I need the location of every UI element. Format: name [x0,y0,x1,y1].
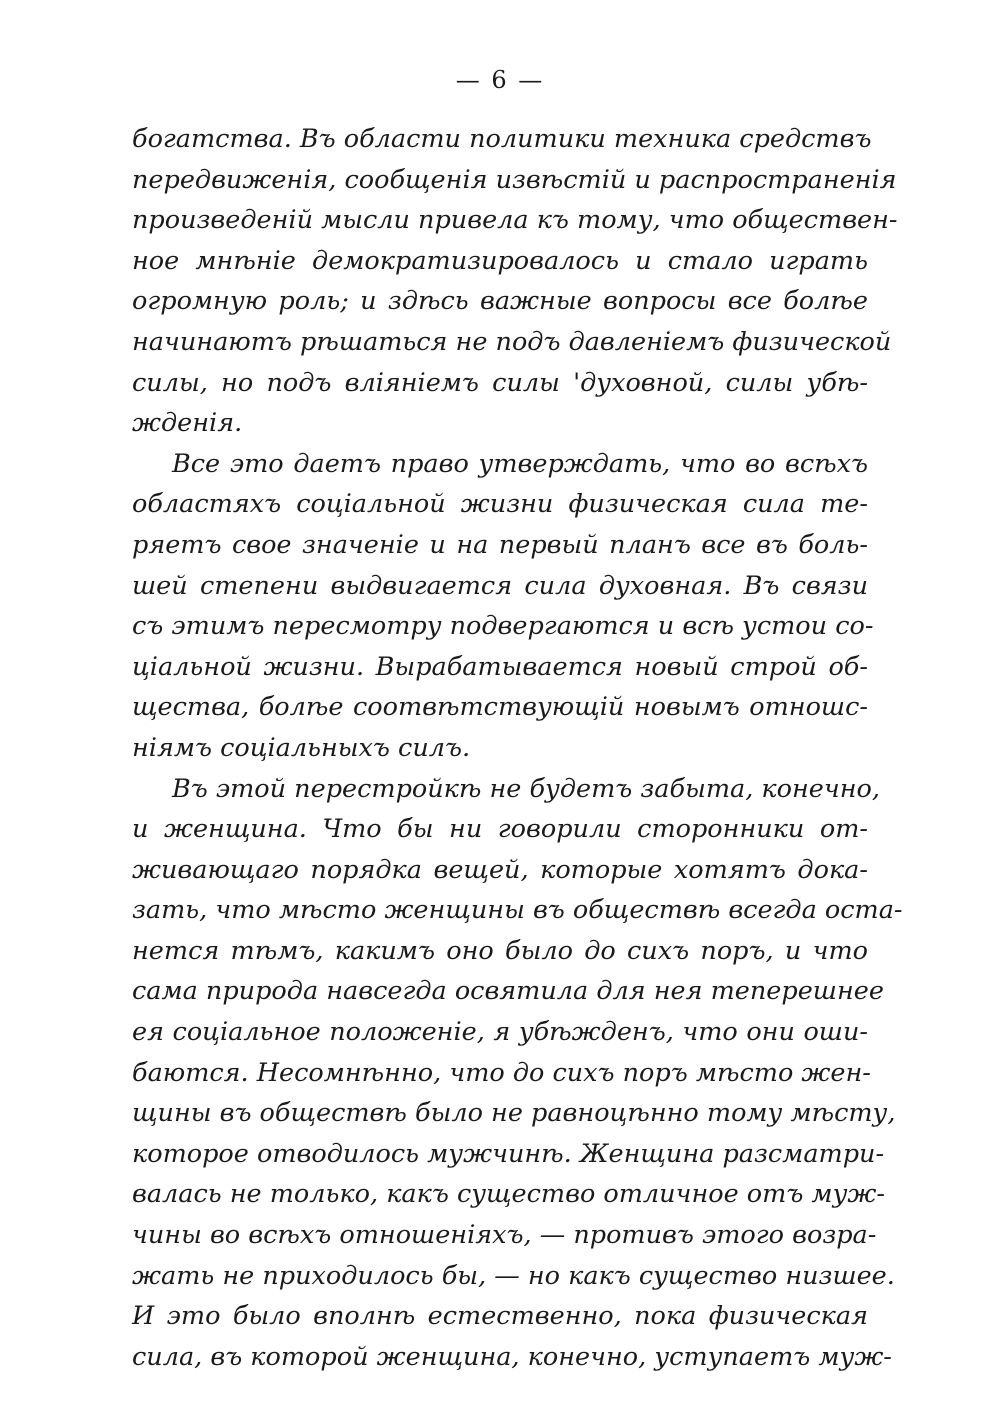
text-line: щества, болѣе соотвѣтствующій новымъ отношс- [132,692,868,723]
text-line: ряетъ свое значеніе и на первый планъ все въ боль- [132,529,868,560]
text-line: валась не только, какъ существо отличное отъ муж- [132,1179,885,1210]
text-line: сила, въ которой женщина, конечно, уступаетъ муж- [132,1341,892,1372]
text-line: сама природа навсегда освятила для нея теперешнее [132,976,884,1007]
body-text [132,119,903,1377]
text-line: начинаютъ рѣшаться не подъ давленіемъ физической [132,326,892,357]
text-line: нется тѣмъ, какимъ оно было до сихъ поръ, и что [132,935,868,966]
text-line: ціальной жизни. Вырабатывается новый строй об- [132,651,868,682]
text-line: ніямъ соціальныхъ силъ. [132,732,471,763]
text-line: Все это даетъ право утверждать, что во всѣхъ [172,448,868,479]
text-line: чины во всѣхъ отношеніяхъ, — противъ этого возра- [132,1220,877,1251]
text-line: щины въ обществѣ было не равноцѣнно тому мѣсту, [132,1098,896,1129]
text-line: И это было вполнѣ естественно, пока физическая [132,1301,868,1332]
text-line: и женщина. Что бы ни говорили сторонники от- [132,814,868,845]
text-line: богатства. Въ области политики техника средствъ [132,124,872,154]
text-line: баются. Несомнѣнно, что до сихъ поръ мѣсто жен- [132,1057,871,1088]
text-line: живающаго порядка вещей, которые хотятъ дока- [132,854,868,885]
text-line: зать, что мѣсто женщины въ обществѣ всегда оста- [132,895,903,926]
page-number: — 6 — [455,66,545,94]
text-line: съ этимъ пересмотру подвергаются и всѣ устои со- [132,611,874,642]
text-line: жать не приходилось бы, — но какъ существо низшее. [132,1260,895,1291]
text-line: областяхъ соціальной жизни физическая сила те- [132,489,868,520]
text-line: которое отводилось мужчинѣ. Женщина разсматри- [132,1138,885,1169]
text-line: шей степени выдвигается сила духовная. Въ связи [132,570,868,601]
text-line: силы, но подъ вліяніемъ силы 'духовной, силы убѣ- [132,367,868,398]
text-line: ное мнѣніе демократизировалось и стало играть [132,245,868,276]
text-line: произведеній мысли привела къ тому, что обществен- [132,205,898,236]
text-line: ея соціальное положеніе, я убѣжденъ, что они оши- [132,1017,868,1048]
text-line: Въ этой перестройкѣ не будетъ забыта, конечно, [172,773,881,804]
text-line: жденія. [132,408,243,439]
text-line: передвиженія, сообщенія извѣстій и распространенія [132,164,897,195]
text-line: огромную роль; и здѣсь важные вопросы все болѣе [132,286,868,317]
